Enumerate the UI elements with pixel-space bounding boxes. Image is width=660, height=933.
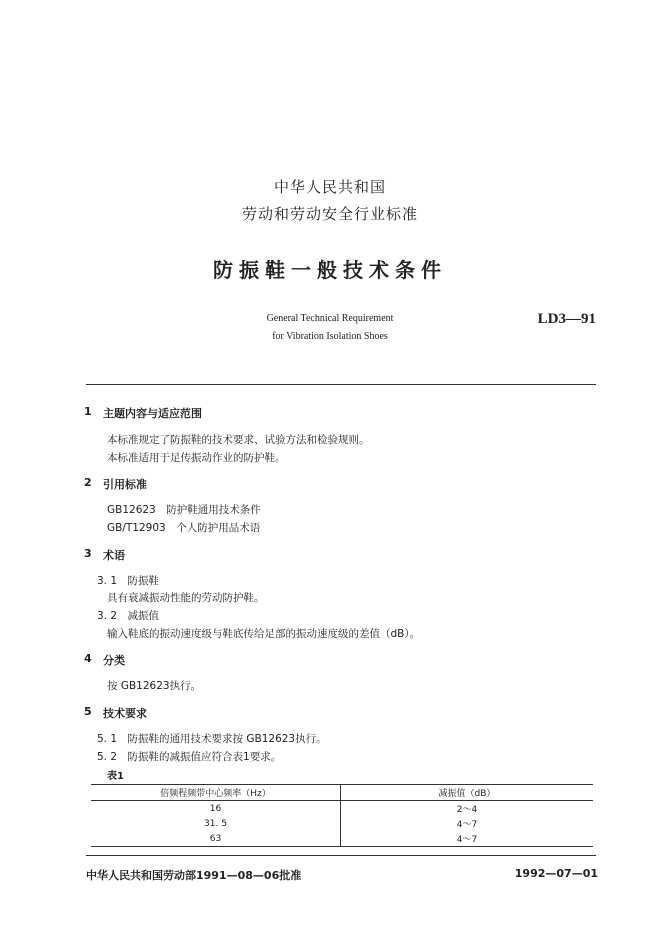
table-row xyxy=(91,831,593,847)
section-5-title: 技术要求 xyxy=(103,707,147,720)
table-cell-frequency: 63 xyxy=(91,831,341,847)
section-1-paragraph-2: 本标准适用于足传振动作业的防护鞋。 xyxy=(107,452,286,464)
table-label: 表1 xyxy=(107,771,124,782)
section-5-number: 5 xyxy=(84,705,92,718)
section-3-paragraph-4: 输入鞋底的振动速度级与鞋底传给足部的振动速度级的差值（dB）。 xyxy=(107,628,421,640)
table-row xyxy=(91,801,593,817)
section-5-paragraph-2: 5. 2 防振鞋的减振值应符合表1要求。 xyxy=(97,751,282,763)
section-3-paragraph-3: 3. 2 减振值 xyxy=(97,610,160,622)
english-title-line-1: General Technical Requirement xyxy=(266,313,394,324)
implementation-date: 1992—07—01 xyxy=(514,867,598,880)
footer-divider xyxy=(86,855,596,856)
table-header-frequency: 倍频程频带中心频率（Hz） xyxy=(91,785,341,801)
section-1-paragraph-1: 本标准规定了防振鞋的技术要求、试验方法和检验规则。 xyxy=(107,434,370,446)
section-3-title: 术语 xyxy=(103,549,125,562)
approval-statement: 中华人民共和国劳动部1991—08—06批准 xyxy=(86,869,302,882)
table-header-damping: 减振值（dB） xyxy=(341,785,594,801)
table-cell-damping: 4～7 xyxy=(456,820,478,830)
damping-table xyxy=(91,784,593,847)
country-heading: 中华人民共和国 xyxy=(273,178,386,196)
section-3-paragraph-2: 具有衰减振动性能的劳动防护鞋。 xyxy=(107,592,265,604)
section-4-title: 分类 xyxy=(103,654,125,667)
table-row xyxy=(91,816,593,831)
table-cell-frequency: 31. 5 xyxy=(91,816,341,831)
section-5-paragraph-1: 5. 1 防振鞋的通用技术要求按 GB12623执行。 xyxy=(97,733,327,745)
section-4-number: 4 xyxy=(84,652,92,665)
section-4-paragraph-1: 按 GB12623执行。 xyxy=(107,680,202,692)
header-divider xyxy=(86,384,596,385)
table-cell-frequency: 16 xyxy=(91,801,341,817)
table-cell-damping: 2～4 xyxy=(456,805,478,815)
section-3-number: 3 xyxy=(84,547,92,560)
section-2-paragraph-1: GB12623 防护鞋通用技术条件 xyxy=(107,504,261,516)
table-cell-damping: 4～7 xyxy=(341,831,594,847)
section-2-number: 2 xyxy=(84,476,92,489)
section-3-paragraph-1: 3. 1 防振鞋 xyxy=(97,575,160,587)
document-title: 防振鞋一般技术条件 xyxy=(213,258,447,282)
standard-type-heading: 劳动和劳动安全行业标准 xyxy=(241,205,418,223)
section-2-paragraph-2: GB/T12903 个人防护用品术语 xyxy=(107,522,261,534)
english-title-line-2: for Vibration Isolation Shoes xyxy=(272,331,388,342)
section-2-title: 引用标准 xyxy=(103,478,147,491)
section-1-number: 1 xyxy=(84,405,92,418)
standard-code: LD3—91 xyxy=(537,311,596,327)
table-header-row xyxy=(91,785,593,801)
section-1-title: 主题内容与适应范围 xyxy=(103,407,202,420)
